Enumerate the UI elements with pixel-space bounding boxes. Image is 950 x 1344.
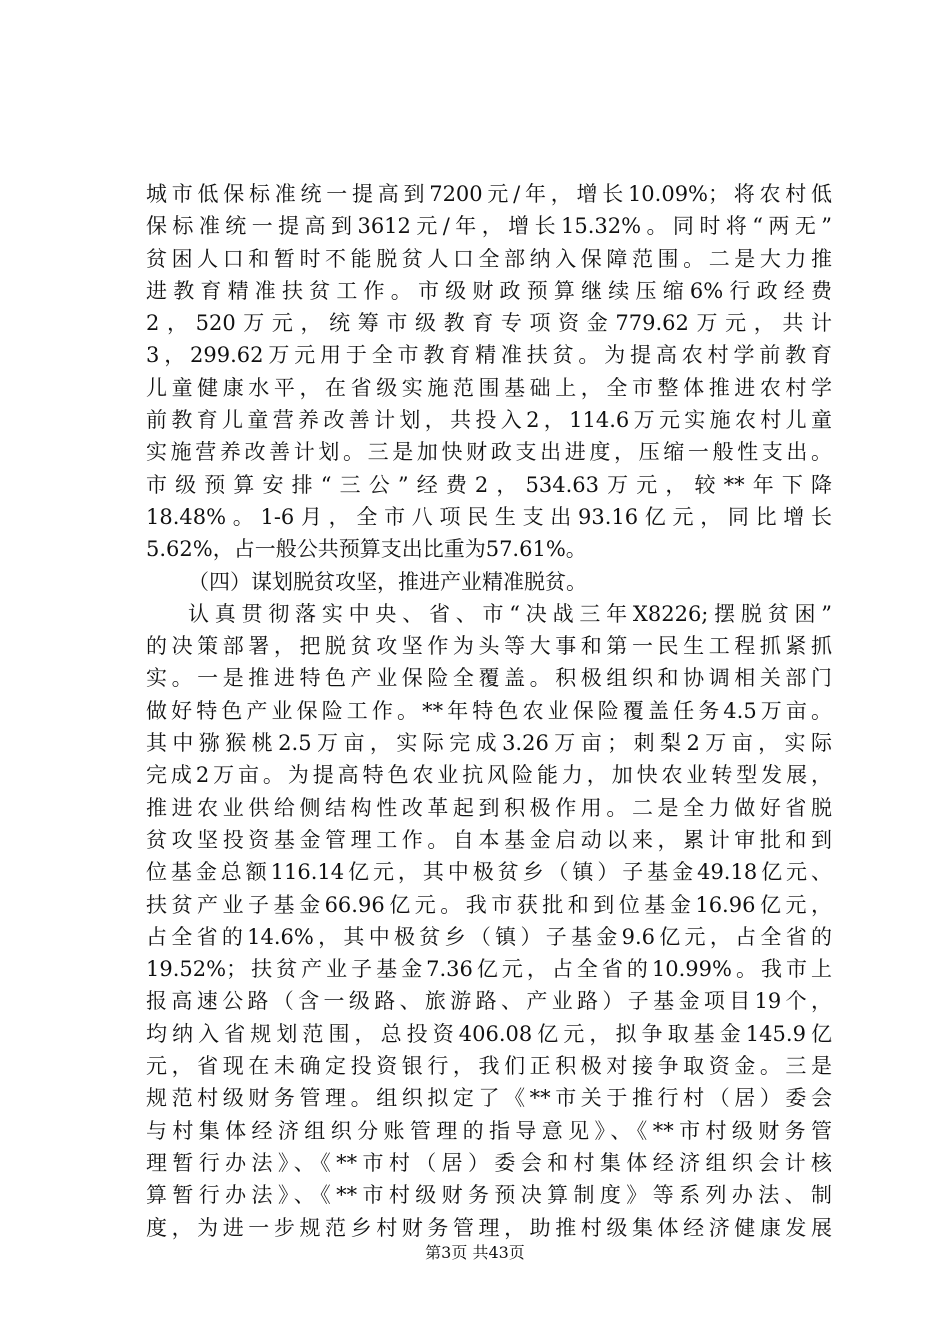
text-line: 元，省现在未确定投资银行，我们正积极对接争取资金。三是 <box>146 1054 832 1079</box>
text-line: 实。一是推进特色产业保险全覆盖。积极组织和协调相关部门 <box>146 666 832 691</box>
text-line: 推进农业供给侧结构性改革起到积极作用。二是全力做好省脱 <box>146 795 832 820</box>
text-line: 前教育儿童营养改善计划，共投入2，114.6万元实施农村儿童 <box>146 408 832 433</box>
text-line: 完成2万亩。为提高特色农业抗风险能力，加快农业转型发展， <box>146 763 832 788</box>
text-line: 理暂行办法》、《**市村（居）委会和村集体经济组织会计核 <box>146 1150 832 1175</box>
text-line: 市级预算安排“三公”经费2，534.63万元，较**年下降 <box>146 472 832 497</box>
text-line: 位基金总额116.14亿元，其中极贫乡（镇）子基金49.18亿元、 <box>146 860 832 885</box>
text-line: 均纳入省规划范围，总投资406.08亿元，拟争取基金145.9亿 <box>146 1021 832 1046</box>
text-line: 儿童健康水平，在省级实施范围基础上，全市整体推进农村学 <box>146 375 832 400</box>
text-line: 18.48%。1-6月，全市八项民生支出93.16亿元，同比增长 <box>146 504 832 529</box>
page-footer: 第3页 共43页 <box>425 1243 525 1262</box>
text-line: 19.52%；扶贫产业子基金7.36亿元，占全省的10.99%。我市上 <box>146 957 832 982</box>
text-line: 度，为进一步规范乡村财务管理，助推村级集体经济健康发展 <box>146 1215 832 1240</box>
text-line: 2，520万元，统筹市级教育专项资金779.62万元，共计 <box>146 311 832 336</box>
text-line: 的决策部署，把脱贫攻坚作为头等大事和第一民生工程抓紧抓 <box>146 634 832 659</box>
text-line: 贫困人口和暂时不能脱贫人口全部纳入保障范围。二是大力推 <box>146 246 832 271</box>
text-line: 与村集体经济组织分账管理的指导意见》、《**市村级财务管 <box>146 1118 832 1143</box>
text-line: 其中猕猴桃2.5万亩，实际完成3.26万亩；刺梨2万亩，实际 <box>146 731 832 756</box>
text-line: 算暂行办法》、《**市村级财务预决算制度》等系列办法、制 <box>146 1183 832 1208</box>
text-line: 贫攻坚投资基金管理工作。自本基金启动以来，累计审批和到 <box>146 827 832 852</box>
text-line: 扶贫产业子基金66.96亿元。我市获批和到位基金16.96亿元， <box>146 892 832 917</box>
text-line: 进教育精准扶贫工作。市级财政预算继续压缩6%行政经费 <box>146 278 832 303</box>
text-line: 5.62%，占一般公共预算支出比重为57.61%。 <box>146 537 587 562</box>
text-line: 占全省的14.6%，其中极贫乡（镇）子基金9.6亿元，占全省的 <box>146 924 832 949</box>
text-line: 认真贯彻落实中央、省、市“决战三年X8226;摆脱贫困” <box>188 601 832 626</box>
body-text <box>146 178 832 1244</box>
text-line: 保标准统一提高到3612元/年，增长15.32%。同时将“两无” <box>146 214 832 239</box>
text-line: 规范村级财务管理。组织拟定了《**市关于推行村（居）委会 <box>146 1086 832 1111</box>
text-line: （四）谋划脱贫攻坚，推进产业精准脱贫。 <box>188 569 587 594</box>
text-line: 做好特色产业保险工作。**年特色农业保险覆盖任务4.5万亩。 <box>146 698 832 723</box>
text-line: 城市低保标准统一提高到7200元/年，增长10.09%；将农村低 <box>146 182 832 206</box>
text-line: 报高速公路（含一级路、旅游路、产业路）子基金项目19个， <box>146 989 832 1014</box>
text-line: 实施营养改善计划。三是加快财政支出进度，压缩一般性支出。 <box>146 440 832 465</box>
text-line: 3，299.62万元用于全市教育精准扶贫。为提高农村学前教育 <box>146 343 832 368</box>
